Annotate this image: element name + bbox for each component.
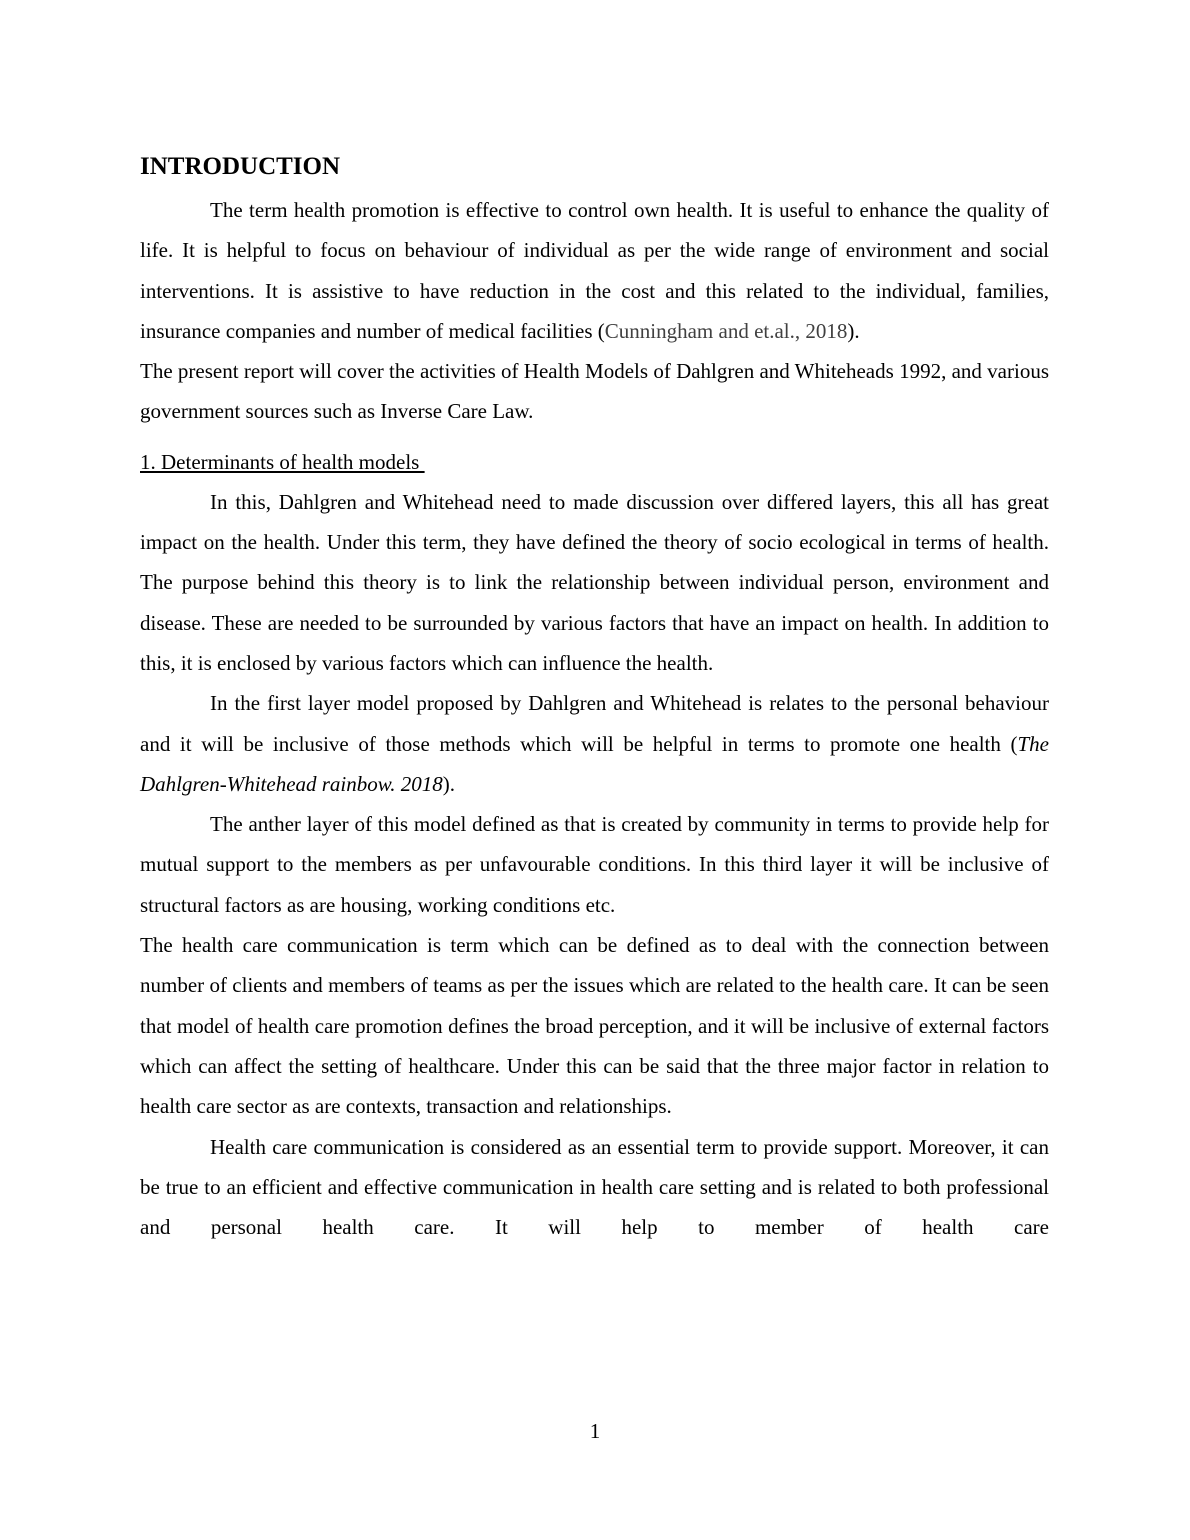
section1-paragraph-5: Health care communication is considered as an essential term to provide support. Moreover, it can be true to an efficient and effective communication in health care setting and is related to both professional and personal health care. It will help to member of health care xyxy=(140,1134,1049,1240)
section1-paragraph-3: The anther layer of this model defined as that is created by community in terms to provide help for mutual support to the members as per unfavourable conditions. In this third layer it will be inclusive of structural factors as are housing, working conditions etc. xyxy=(140,812,1049,917)
intro-paragraph-2: The present report will cover the activities of Health Models of Dahlgren and Whiteheads 1992, and various government sources such as Inverse Care Law. xyxy=(140,359,1049,424)
section1-paragraph-2-text: In the first layer model proposed by Dahlgren and Whitehead is relates to the personal behaviour and it will be inclusive of those methods which will be helpful in terms to promote one health ( xyxy=(140,691,1049,756)
section-heading-determinants: 1. Determinants of health models xyxy=(140,449,425,474)
page-title: INTRODUCTION xyxy=(140,153,341,180)
page-number: 1 xyxy=(589,1419,601,1443)
intro-paragraph-1-end: ). xyxy=(847,318,860,343)
section1-paragraph-2 xyxy=(140,683,1049,804)
intro-paragraph-1-text: The term health promotion is effective to control own health. It is useful to enhance the quality of life. It is helpful to focus on behaviour of individual as per the wide range of environment and social interventions. It is assistive to have reduction in the cost and this related to the individual, families, insurance companies and number of medical facilities ( xyxy=(140,198,1049,343)
intro-paragraph-1 xyxy=(140,190,1049,351)
section1-paragraph-4: The health care communication is term which can be defined as to deal with the connection between number of clients and members of teams as per the issues which are related to the health care. It can be seen that model of health care promotion defines the broad perception, and it will be inclusive of external factors which can affect the setting of healthcare. Under this can be said that the three major factor in relation to health care sector as are contexts, transaction and relationships. xyxy=(140,933,1049,1119)
intro-citation: Cunningham and et.al., 2018 xyxy=(604,318,848,343)
rainbow-citation: The Dahlgren-Whitehead rainbow. 2018 xyxy=(140,731,1049,796)
section1-paragraph-1: In this, Dahlgren and Whitehead need to made discussion over differed layers, this all has great impact on the health. Under this term, they have defined the theory of socio ecological in terms of health. The purpose behind this theory is to link the relationship between individual person, environment and disease. These are needed to be surrounded by various factors that have an impact on health. In addition to this, it is enclosed by various factors which can influence the health. xyxy=(140,489,1049,675)
document-page xyxy=(140,150,1049,1247)
section1-paragraph-2-end: ). xyxy=(442,771,455,796)
